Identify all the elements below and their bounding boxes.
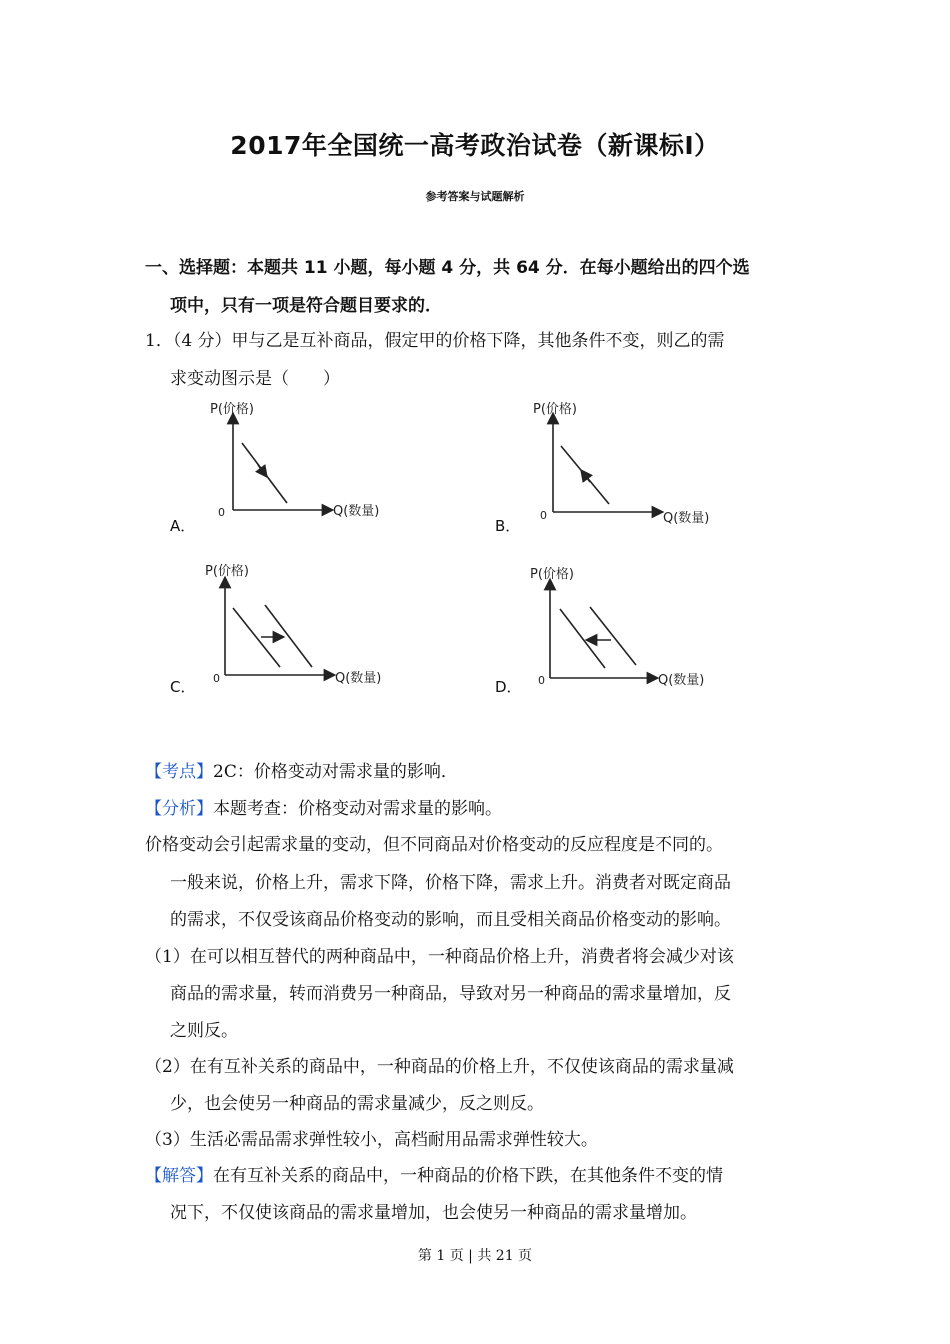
option-a-label: A． [170,517,196,535]
option-c-label: C． [170,678,196,696]
kaodian-text: 2C：价格变动对需求量的影响． [213,762,458,782]
analysis-line: 之则反。 [170,1021,238,1041]
section-heading-line2: 项中，只有一项是符合题目要求的． [170,296,442,316]
question-text-line2: 求变动图示是（ ） [170,369,340,389]
option-d-label: D． [495,678,522,696]
q-axis-label: Q(数量) [663,511,710,526]
jieda-line2: 况下，不仅使该商品的需求量增加，也会使另一种商品的需求量增加。 [170,1203,697,1223]
section-heading-line1: 一、选择题：本题共 11 小题，每小题 4 分，共 64 分．在每小题给出的四个选 [145,258,750,278]
jieda-tag: 【解答】 [145,1166,213,1186]
analysis-line: 少，也会使另一种商品的需求量减少，反之则反。 [170,1094,544,1114]
analysis-line: 的需求，不仅受该商品价格变动的影响，而且受相关商品价格变动的影响。 [170,910,731,930]
kaodian-line [145,757,458,782]
graph-c [195,560,405,690]
q-axis-label: Q(数量) [335,671,382,686]
page-title: 2017年全国统一高考政治试卷（新课标Ⅰ） [230,131,720,160]
graph-b [525,398,725,528]
question-text-line1: 1．（4 分）甲与乙是互补商品，假定甲的价格下降，其他条件不变，则乙的需 [145,331,725,351]
analysis-line: （2）在有互补关系的商品中，一种商品的价格上升，不仅使该商品的需求量减 [145,1057,734,1077]
origin-label: 0 [213,672,220,685]
analysis-line: （1）在可以相互替代的两种商品中，一种商品价格上升，消费者将会减少对该 [145,947,734,967]
analysis-line: 价格变动会引起需求量的变动，但不同商品对价格变动的反应程度是不同的。 [145,835,723,855]
fenxi-tag: 【分析】 [145,799,213,819]
fenxi-text: 本题考查：价格变动对需求量的影响。 [213,799,502,819]
jieda-text: 在有互补关系的商品中，一种商品的价格下跌，在其他条件不变的情 [213,1166,723,1186]
option-b-label: B． [495,517,521,535]
page-subtitle: 参考答案与试题解析 [425,190,525,203]
page-footer: 第 1 页 | 共 21 页 [417,1248,533,1264]
jieda-line1 [145,1161,723,1186]
p-axis-label: P(价格) [210,402,254,417]
origin-label: 0 [538,674,545,687]
movement-arrow [258,465,264,473]
p-axis-label: P(价格) [533,402,577,417]
origin-label: 0 [540,509,547,522]
analysis-line: （3）生活必需品需求弹性较小，高档耐用品需求弹性较大。 [145,1130,598,1150]
q-axis-label: Q(数量) [333,504,380,519]
origin-label: 0 [218,506,225,519]
analysis-line: 一般来说，价格上升，需求下降，价格下降，需求上升。消费者对既定商品 [170,873,731,893]
demand-curve [242,443,287,503]
graph-d [525,562,735,692]
movement-arrow [584,474,590,482]
fenxi-line [145,794,502,819]
p-axis-label: P(价格) [530,567,574,582]
p-axis-label: P(价格) [205,564,249,579]
graph-a [200,398,400,528]
q-axis-label: Q(数量) [658,673,705,688]
analysis-line: 商品的需求量，转而消费另一种商品，导致对另一种商品的需求量增加，反 [170,984,731,1004]
kaodian-tag: 【考点】 [145,762,213,782]
